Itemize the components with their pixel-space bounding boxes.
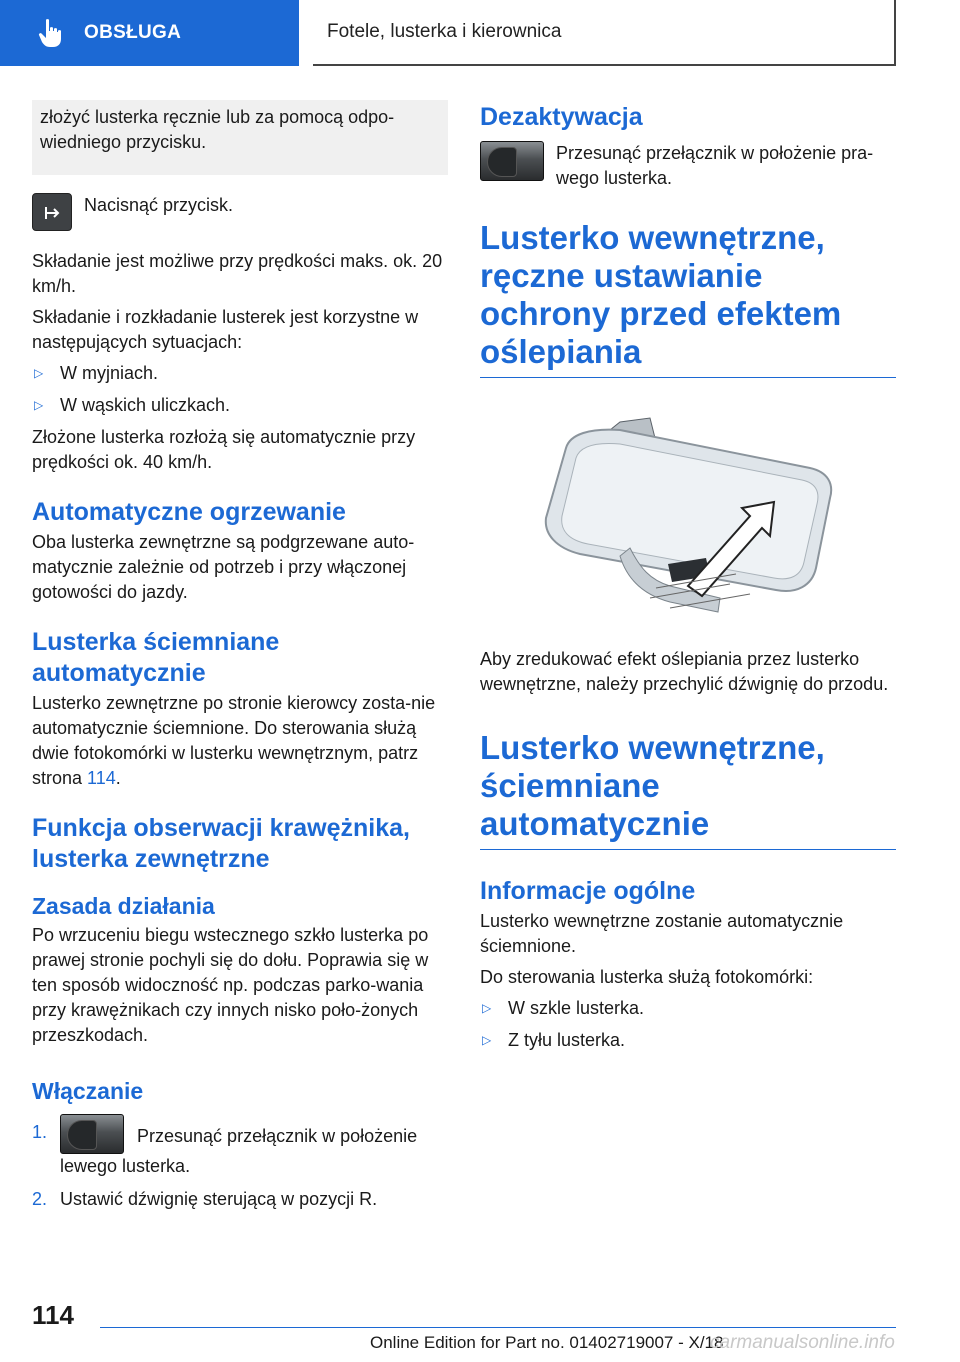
section-heading: Automatyczne ogrzewanie: [32, 498, 346, 526]
note-text: złożyć lusterka ręcznie lub za pomocą odpo-wiedniego przycisku.: [40, 107, 395, 152]
list-item: 2. Ustawić dźwignię sterującą w pozycji R.: [32, 1189, 378, 1209]
disable-text: Przesunąć przełącznik w położenie pra-wego lusterka.: [556, 143, 874, 188]
paragraph: Aby zredukować efekt oślepiania przez lusterko wewnętrzne, należy przechylić dźwignię do przodu.: [480, 649, 889, 694]
triangle-bullet-icon: ▷: [482, 1001, 492, 1015]
section-tab: [0, 0, 299, 66]
mirror-selector-switch-icon: [480, 141, 544, 181]
mirror-selector-switch-icon: [60, 1114, 124, 1154]
paragraph: Oba lusterka zewnętrzne są podgrzewane auto-matycznie zależnie od potrzeb i przy włączonej gotowości do jazdy.: [32, 532, 415, 602]
watermark: carmanualsonline.info: [710, 1332, 895, 1353]
chapter-title: Fotele, lusterka i kierownica: [313, 0, 896, 66]
steps-list: [32, 1120, 448, 1212]
subsection-heading: Włączanie: [32, 1078, 144, 1104]
paragraph: Lusterko zewnętrzne po stronie kierowcy zosta-nie automatycznie ściemnione. Do sterowania służą dwie fotokomórki w lusterku wewnętrznym, patrz strona 114.: [32, 693, 436, 788]
list-item: 1. Przesunąć przełącznik w położenie lewego lusterka.: [32, 1120, 448, 1179]
list-item: ▷ W szkle lusterka.: [480, 996, 896, 1021]
note-box: [32, 100, 448, 175]
situations-list: [32, 361, 448, 418]
triangle-bullet-icon: ▷: [34, 398, 44, 412]
list-item: ▷ W wąskich uliczkach.: [32, 393, 448, 418]
triangle-bullet-icon: ▷: [482, 1033, 492, 1047]
rearview-mirror-illustration: [480, 398, 896, 628]
paragraph: Składanie jest możliwe przy prędkości maks. ok. 20 km/h.: [32, 251, 443, 296]
press-button-text: Nacisnąć przycisk.: [84, 195, 234, 215]
subsection-heading: Zasada działania: [32, 893, 215, 919]
press-button-row: [32, 193, 448, 231]
page-reference-link[interactable]: 114: [87, 768, 116, 788]
chapter-heading: Lusterko wewnętrzne, ręczne ustawianie ochrony przed efektem oślepiania: [480, 219, 896, 378]
paragraph: Do sterowania lusterka służą fotokomórki:: [480, 967, 814, 987]
chapter-heading: Lusterko wewnętrzne, ściemniane automatycznie: [480, 729, 896, 850]
edition-text: Online Edition for Part no. 01402719007 - X/18: [370, 1333, 724, 1352]
section-heading: Informacje ogólne: [480, 877, 696, 905]
disable-row: [480, 141, 896, 191]
right-column: [480, 100, 896, 1060]
paragraph: Lusterko wewnętrzne zostanie automatycznie ściemnione.: [480, 911, 844, 956]
section-heading: Dezaktywacja: [480, 103, 643, 131]
hand-pointer-icon: [38, 18, 64, 48]
page-number: 114: [32, 1300, 74, 1330]
triangle-bullet-icon: ▷: [34, 366, 44, 380]
paragraph: Złożone lusterka rozłożą się automatycznie przy prędkości ok. 40 km/h.: [32, 427, 416, 472]
footer-divider: [100, 1327, 896, 1328]
fold-mirror-button-icon: [32, 193, 72, 231]
section-heading: Lusterka ściemniane automatycznie: [32, 628, 280, 687]
section-heading: Funkcja obserwacji krawężnika, lusterka zewnętrzne: [32, 814, 410, 873]
photocells-list: [480, 996, 896, 1053]
paragraph: Składanie i rozkładanie lusterek jest korzystne w następujących sytuacjach:: [32, 307, 419, 352]
section-label: OBSŁUGA: [84, 22, 182, 43]
paragraph: Po wrzuceniu biegu wstecznego szkło lusterka po prawej stronie pochyli się do dołu. Poprawia się w ten sposób widoczność np. podczas parko-wania przy krawężnikach czy innych nisko poło-żonych przeszkodach.: [32, 925, 429, 1045]
list-item: ▷ W myjniach.: [32, 361, 448, 386]
list-item: ▷ Z tyłu lusterka.: [480, 1028, 896, 1053]
left-column: [32, 100, 448, 1220]
page-header: [0, 0, 960, 66]
